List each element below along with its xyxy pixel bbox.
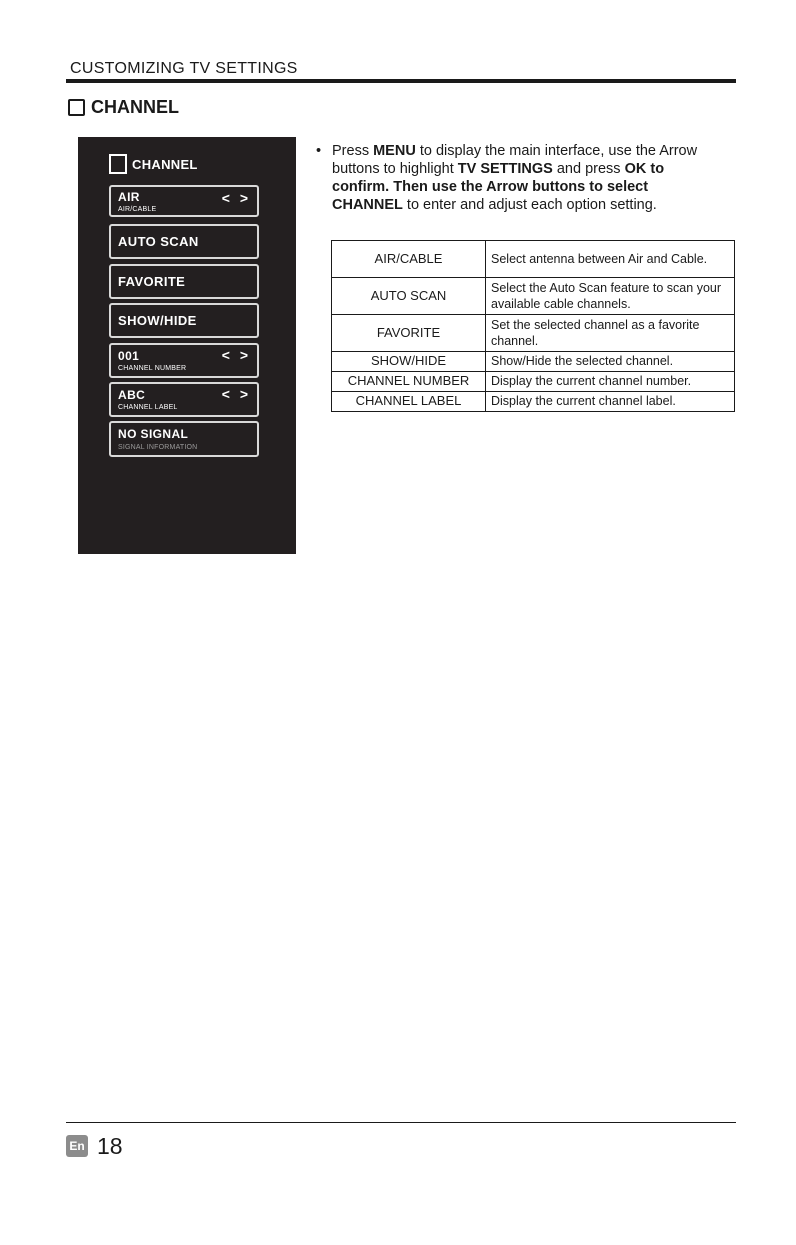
page-heading	[68, 97, 179, 118]
tv-menu-title-label: CHANNEL	[132, 156, 198, 172]
tv-menu-item-channel-number	[109, 343, 259, 378]
tv-menu-item-air-cable	[109, 185, 259, 217]
table-cell-description: Display the current channel number.	[486, 371, 735, 391]
text-run: Press	[332, 143, 374, 159]
table-cell-option: FAVORITE	[332, 315, 486, 352]
table-cell-option: AIR/CABLE	[332, 241, 486, 278]
table-cell-option: CHANNEL NUMBER	[332, 371, 486, 391]
tv-menu-item-show-hide	[109, 303, 259, 338]
table-row	[332, 241, 735, 278]
text-run: and press	[552, 161, 625, 178]
text-run: to enter and adjust each option setting.	[402, 197, 657, 214]
footer-rule	[66, 1122, 736, 1123]
instructions-paragraph	[316, 142, 716, 215]
tv-menu-item-label: 001	[118, 349, 140, 363]
tv-menu-item-sublabel: CHANNEL LABEL	[118, 404, 178, 411]
tv-menu-item-label: AIR	[118, 190, 140, 204]
table-cell-description: Display the current channel label.	[486, 391, 735, 411]
header-rule	[66, 79, 736, 83]
table-cell-option: SHOW/HIDE	[332, 352, 486, 372]
page-number: 18	[97, 1133, 123, 1159]
table-row	[332, 352, 735, 372]
left-right-arrows-icon: < >	[221, 386, 251, 402]
checkbox-icon	[109, 154, 127, 174]
tv-menu-item-label: ABC	[118, 388, 146, 402]
tv-menu-item-channel-label	[109, 382, 259, 417]
table-cell-description: Select antenna between Air and Cable.	[486, 241, 735, 278]
tv-menu-item-favorite	[109, 264, 259, 299]
table-row	[332, 315, 735, 352]
table-cell-option: CHANNEL LABEL	[332, 391, 486, 411]
tv-menu-item-label: FAVORITE	[118, 274, 186, 289]
table-row	[332, 391, 735, 411]
tv-menu-item-label: SHOW/HIDE	[118, 313, 197, 328]
tv-menu-item-label: NO SIGNAL	[118, 427, 189, 441]
tv-menu-item-label: AUTO SCAN	[118, 234, 199, 249]
tv-menu-item-sublabel: SIGNAL INFORMATION	[118, 444, 198, 451]
tv-menu-item-signal-information	[109, 421, 259, 457]
bullet-icon: •	[316, 143, 322, 159]
table-row	[332, 371, 735, 391]
table-cell-option: AUTO SCAN	[332, 278, 486, 315]
keyword-menu: MENU	[373, 143, 416, 159]
text-run: to display the main interface, use the Arrow buttons to highlight	[332, 143, 698, 178]
instructions-text	[332, 142, 716, 215]
tv-menu-title	[109, 154, 198, 174]
keyword-tv-settings: TV SETTINGS	[457, 161, 553, 178]
page-heading-title: CHANNEL	[91, 97, 179, 117]
tv-menu-screenshot	[78, 137, 296, 554]
keyword-ok-confirm: OK to confirm. Then use the Arrow buttons to select	[332, 161, 665, 196]
checkbox-icon	[68, 99, 85, 116]
left-right-arrows-icon: < >	[221, 347, 251, 363]
table-cell-description: Show/Hide the selected channel.	[486, 352, 735, 372]
left-right-arrows-icon: < >	[221, 190, 251, 206]
section-header: CUSTOMIZING TV SETTINGS	[70, 60, 298, 77]
table-cell-description: Set the selected channel as a favorite channel.	[486, 315, 735, 352]
tv-menu-item-auto-scan	[109, 224, 259, 259]
tv-menu-item-sublabel: AIR/CABLE	[118, 206, 157, 213]
language-badge: En	[66, 1135, 88, 1157]
tv-menu-item-sublabel: CHANNEL NUMBER	[118, 365, 187, 372]
table-cell-description: Select the Auto Scan feature to scan your available cable channels.	[486, 278, 735, 315]
channel-options-table	[331, 240, 735, 412]
keyword-channel: CHANNEL	[332, 197, 403, 214]
table-row	[332, 278, 735, 315]
